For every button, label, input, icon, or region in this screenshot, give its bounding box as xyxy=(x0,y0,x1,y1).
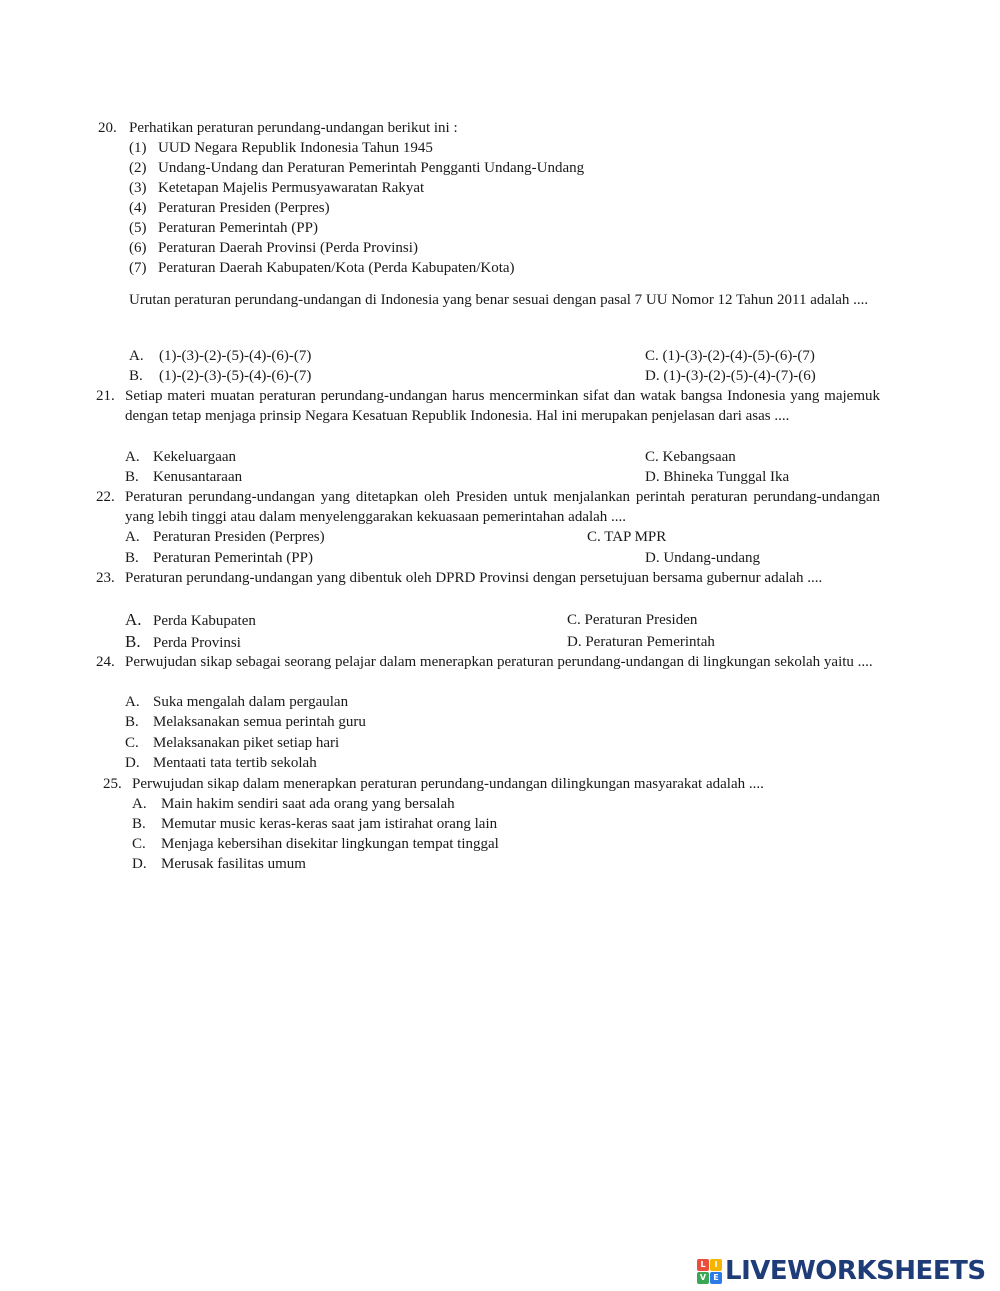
option-label: A. xyxy=(125,610,142,629)
option-text: Melaksanakan piket setiap hari xyxy=(153,735,340,751)
option-label: D. xyxy=(132,856,147,872)
option-label: A. xyxy=(132,796,147,812)
option-label: B. xyxy=(129,368,143,384)
option-label: B. xyxy=(125,632,141,651)
list-item-text: Undang-Undang dan Peraturan Pemerintah Pengganti Undang-Undang xyxy=(158,160,585,176)
option-label: A. xyxy=(125,529,140,545)
option-text: Main hakim sendiri saat ada orang yang bersalah xyxy=(161,796,455,812)
option-label: B. xyxy=(132,816,146,832)
logo-block: V xyxy=(697,1272,709,1284)
option-text: Memutar music keras-keras saat jam istirahat orang lain xyxy=(161,816,498,832)
q24-option-d[interactable] xyxy=(125,753,317,773)
option-text: Kenusantaraan xyxy=(153,469,243,485)
q25-option-a[interactable] xyxy=(132,794,455,814)
list-item-text: Ketetapan Majelis Permusyawaratan Rakyat xyxy=(158,180,425,196)
q20-option-d[interactable]: D. (1)-(3)-(2)-(5)-(4)-(7)-(6) xyxy=(645,368,816,384)
q23-stem: Peraturan perundang-undangan yang dibentuk oleh DPRD Provinsi dengan persetujuan bersama gubernur adalah .... xyxy=(125,570,823,586)
option-label: B. xyxy=(125,550,139,566)
option-text: (1)-(2)-(3)-(5)-(4)-(6)-(7) xyxy=(159,368,312,384)
q22-option-a[interactable] xyxy=(125,527,325,547)
list-item-text: Peraturan Daerah Kabupaten/Kota (Perda Kabupaten/Kota) xyxy=(158,260,515,276)
question-stem: Perhatikan peraturan perundang-undangan berikut ini : xyxy=(129,120,458,136)
option-text: Peraturan Pemerintah (PP) xyxy=(153,550,313,566)
option-text: (1)-(3)-(2)-(5)-(4)-(6)-(7) xyxy=(159,348,312,364)
q23-number: 23. xyxy=(96,570,115,586)
list-item xyxy=(129,158,584,178)
option-text: Merusak fasilitas umum xyxy=(161,856,306,872)
list-item-number: (1) xyxy=(129,140,147,156)
list-item-number: (4) xyxy=(129,200,147,216)
q24-option-c[interactable] xyxy=(125,733,339,753)
option-text: Kekeluargaan xyxy=(153,449,237,465)
question-stem: Perwujudan sikap dalam menerapkan peraturan perundang-undangan dilingkungan masyarakat adalah .... xyxy=(132,776,764,792)
q21-stem: Setiap materi muatan peraturan perundang-undangan harus mencerminkan sifat dan watak bangsa Indonesia yang majemuk dengan tetap menjaga prinsip Negara Kesatuan Republik Indonesia. Hal ini merupakan penjelasan dari asas .... xyxy=(125,388,880,424)
q21-option-b[interactable] xyxy=(125,467,242,487)
option-text: Menjaga kebersihan disekitar lingkungan tempat tinggal xyxy=(161,836,499,852)
list-item-text: Peraturan Daerah Provinsi (Perda Provinsi) xyxy=(158,240,418,256)
q25-option-d[interactable] xyxy=(132,854,306,874)
q21-option-a[interactable] xyxy=(125,447,236,467)
q21-option-c[interactable]: C. Kebangsaan xyxy=(645,449,736,465)
option-text: Perda Kabupaten xyxy=(153,613,256,629)
q24-stem: Perwujudan sikap sebagai seorang pelajar dalam menerapkan peraturan perundang-undangan di lingkungan sekolah yaitu .... xyxy=(125,654,873,670)
logo-blocks-icon xyxy=(697,1259,722,1284)
question-number: 25. xyxy=(103,776,122,792)
option-text: Mentaati tata tertib sekolah xyxy=(153,755,317,771)
q24-option-a[interactable] xyxy=(125,692,348,712)
list-item-number: (2) xyxy=(129,160,147,176)
q22-option-d[interactable]: D. Undang-undang xyxy=(645,550,760,566)
list-item-number: (7) xyxy=(129,260,147,276)
option-text: Suka mengalah dalam pergaulan xyxy=(153,694,349,710)
q23-option-b[interactable] xyxy=(125,632,241,652)
option-label: D. xyxy=(125,755,140,771)
list-item-text: Peraturan Presiden (Perpres) xyxy=(158,200,330,216)
option-label: A. xyxy=(125,449,140,465)
q22-option-b[interactable] xyxy=(125,548,313,568)
option-label: C. xyxy=(132,836,146,852)
list-item-number: (3) xyxy=(129,180,147,196)
q24-number: 24. xyxy=(96,654,115,670)
list-item-text: UUD Negara Republik Indonesia Tahun 1945 xyxy=(158,140,433,156)
option-label: C. xyxy=(125,735,139,751)
option-label: A. xyxy=(129,348,144,364)
list-item xyxy=(129,218,318,238)
q25-option-b[interactable] xyxy=(132,814,497,834)
q21-number: 21. xyxy=(96,388,115,404)
logo-block: L xyxy=(697,1259,709,1271)
list-item xyxy=(129,198,330,218)
q22-option-c[interactable]: C. TAP MPR xyxy=(587,529,667,545)
q20-stem-line xyxy=(98,118,458,138)
q22-stem: Peraturan perundang-undangan yang ditetapkan oleh Presiden untuk menjalankan perintah peraturan perundang-undangan yang lebih tinggi atau dalam menyelenggarakan kekuasaan pemerintahan adalah .... xyxy=(125,489,880,525)
list-item xyxy=(129,238,418,258)
list-item-text: Peraturan Pemerintah (PP) xyxy=(158,220,318,236)
logo-text: LIVEWORKSHEETS xyxy=(725,1256,986,1286)
q24-option-b[interactable] xyxy=(125,712,366,732)
option-text: Peraturan Presiden (Perpres) xyxy=(153,529,325,545)
option-text: Perda Provinsi xyxy=(153,635,241,651)
liveworksheets-logo xyxy=(697,1257,986,1285)
logo-block: E xyxy=(710,1272,722,1284)
question-number: 20. xyxy=(98,120,117,136)
list-item-number: (6) xyxy=(129,240,147,256)
list-item xyxy=(129,178,424,198)
option-label: A. xyxy=(125,694,140,710)
option-label: B. xyxy=(125,469,139,485)
list-item-number: (5) xyxy=(129,220,147,236)
q20-question: Urutan peraturan perundang-undangan di Indonesia yang benar sesuai dengan pasal 7 UU Nomor 12 Tahun 2011 adalah .... xyxy=(129,292,869,308)
option-text: Melaksanakan semua perintah guru xyxy=(153,714,366,730)
q23-option-a[interactable] xyxy=(125,610,256,630)
logo-block: I xyxy=(710,1259,722,1271)
list-item xyxy=(129,138,433,158)
q25-option-c[interactable] xyxy=(132,834,499,854)
q20-option-a[interactable] xyxy=(129,346,311,366)
q20-option-c[interactable]: C. (1)-(3)-(2)-(4)-(5)-(6)-(7) xyxy=(645,348,815,364)
option-label: B. xyxy=(125,714,139,730)
q20-option-b[interactable] xyxy=(129,366,311,386)
q25-stem-line xyxy=(103,774,764,794)
q22-number: 22. xyxy=(96,489,115,505)
list-item xyxy=(129,258,515,278)
q21-option-d[interactable]: D. Bhineka Tunggal Ika xyxy=(645,469,790,485)
q23-option-c[interactable]: C. Peraturan Presiden xyxy=(567,612,698,628)
q23-option-d[interactable]: D. Peraturan Pemerintah xyxy=(567,634,715,650)
